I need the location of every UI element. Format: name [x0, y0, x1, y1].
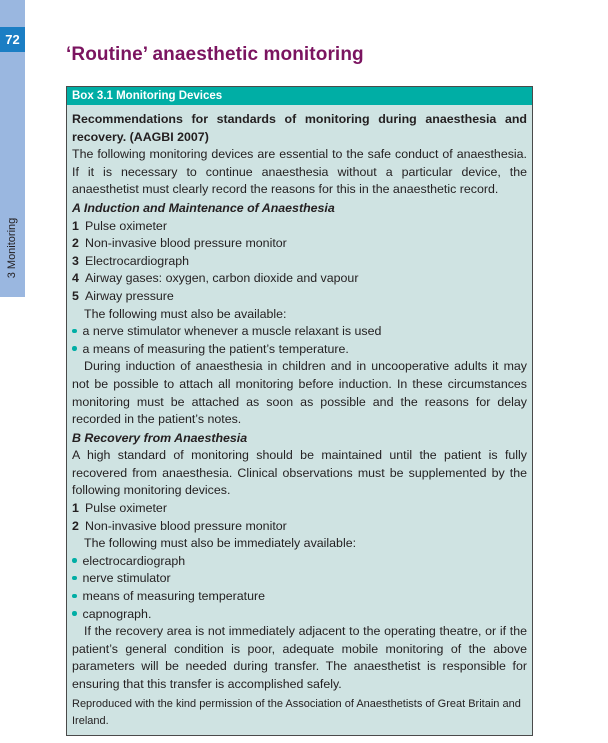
- chapter-tab-label: 3 Monitoring: [6, 217, 18, 279]
- list-item: [72, 518, 527, 536]
- item-text: Electrocardiograph: [85, 253, 190, 268]
- item-text: Non-invasive blood pressure monitor: [85, 518, 287, 533]
- bullet-text: a nerve stimulator whenever a muscle relaxant is used: [82, 324, 382, 339]
- list-item: [72, 270, 527, 288]
- section-a-note: During induction of anaesthesia in children and in uncooperative adults it may not be possible to attach all monitoring before induction. In these circumstances monitoring must be attached as soon as possible and the reasons for delay recorded in the patient’s notes.: [72, 359, 527, 427]
- box-header: Box 3.1 Monitoring Devices: [67, 87, 532, 105]
- list-item: [72, 218, 527, 236]
- item-text: Non-invasive blood pressure monitor: [85, 236, 287, 251]
- intro-title: Recommendations for standards of monitoring during anaesthesia and recovery. (AAGBI 2007): [72, 112, 527, 144]
- bullet-item: [72, 606, 527, 624]
- bullet-dot-icon: [72, 558, 77, 563]
- bullet-dot-icon: [72, 594, 77, 599]
- item-text: Airway gases: oxygen, carbon dioxide and vapour: [85, 271, 359, 286]
- item-text: Pulse oximeter: [85, 501, 167, 516]
- item-number: 2: [72, 236, 79, 251]
- bullet-text: a means of measuring the patient’s temperature.: [82, 341, 349, 356]
- monitoring-devices-box: [66, 86, 533, 736]
- bullet-dot-icon: [72, 346, 77, 351]
- page-title: ‘Routine’ anaesthetic monitoring: [66, 44, 364, 65]
- bullet-text: nerve stimulator: [82, 571, 171, 586]
- bullet-text: electrocardiograph: [82, 553, 186, 568]
- section-b-intro: A high standard of monitoring should be maintained until the patient is fully recovered from anaesthesia. Clinical observations must be supplemented by the following monitoring devices.: [72, 448, 527, 498]
- section-b-heading: B Recovery from Anaesthesia: [72, 430, 248, 445]
- box-body: [67, 105, 532, 730]
- bullet-item: [72, 570, 527, 588]
- credit-line: Reproduced with the kind permission of the Association of Anaesthetists of Great Britain and Ireland.: [72, 697, 521, 727]
- also-available-text: The following must also be immediately available:: [84, 536, 357, 551]
- bullet-text: means of measuring temperature: [82, 589, 266, 604]
- also-available-text: The following must also be available:: [84, 306, 287, 321]
- list-item: [72, 235, 527, 253]
- bullet-dot-icon: [72, 576, 77, 581]
- bullet-text: capnograph.: [82, 606, 152, 621]
- section-b-note: If the recovery area is not immediately adjacent to the operating theatre, or if the patient’s general condition is poor, adequate mobile monitoring of the above parameters will be needed during transfer. The anaesthetist is responsible for ensuring that this transfer is accomplished safely.: [72, 624, 527, 691]
- item-number: 1: [72, 218, 79, 233]
- item-number: 3: [72, 253, 79, 268]
- bullet-dot-icon: [72, 329, 77, 334]
- intro-text: The following monitoring devices are essential to the safe conduct of anaesthesia. If it is necessary to continue anaesthesia without a particular device, the anaesthetist must clearly record the reasons for this in the anaesthetic record.: [72, 147, 527, 197]
- list-item: [72, 253, 527, 271]
- item-text: Pulse oximeter: [85, 218, 167, 233]
- item-number: 4: [72, 271, 79, 286]
- bullet-item: [72, 553, 527, 571]
- bullet-item: [72, 588, 527, 606]
- bullet-item: [72, 341, 527, 359]
- page-number: 72: [0, 27, 25, 52]
- item-number: 5: [72, 288, 79, 303]
- list-item: [72, 500, 527, 518]
- bullet-dot-icon: [72, 611, 77, 616]
- item-number: 1: [72, 501, 79, 516]
- item-text: Airway pressure: [85, 288, 174, 303]
- chapter-tab: [0, 200, 25, 297]
- list-item: [72, 288, 527, 306]
- bullet-item: [72, 323, 527, 341]
- section-a-heading: A Induction and Maintenance of Anaesthesia: [72, 200, 335, 215]
- item-number: 2: [72, 518, 79, 533]
